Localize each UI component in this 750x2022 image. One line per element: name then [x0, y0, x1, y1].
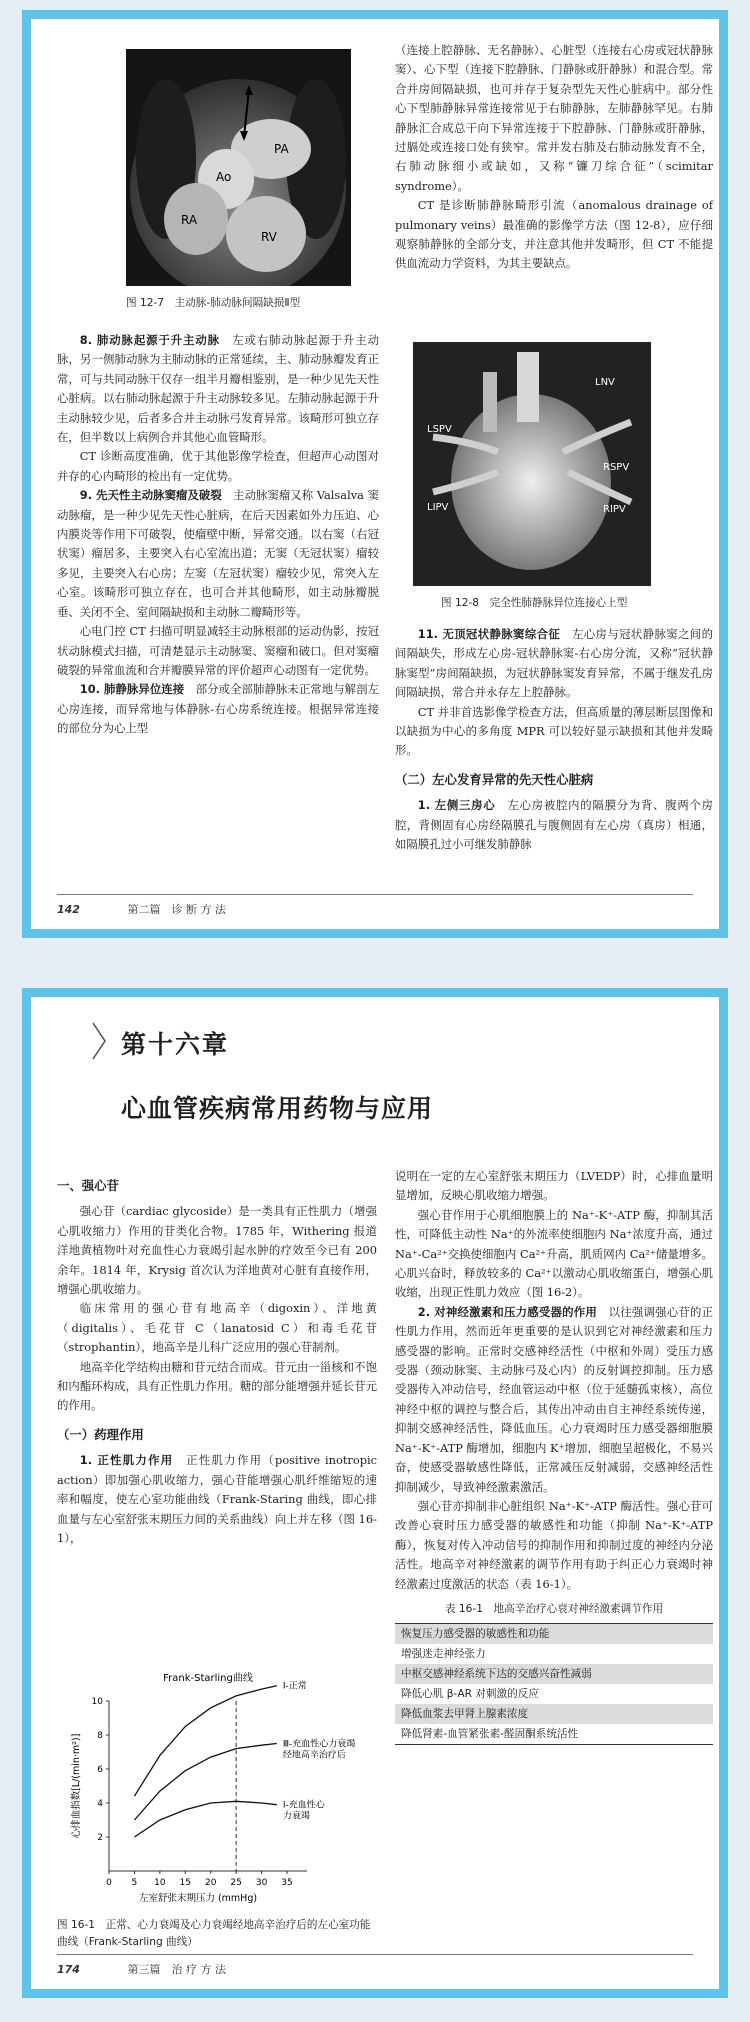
label-ra: RA — [181, 213, 198, 227]
page1-right-column-bottom — [395, 625, 713, 854]
chevron-right-icon — [91, 1021, 107, 1061]
paragraph — [395, 1167, 713, 1206]
table-cell: 降低血浆去甲肾上腺素浓度 — [395, 1704, 713, 1724]
paragraph-text: 正性肌力作用（positive inotropic action）即加强心肌收缩力，强心苷能增强心肌纤维缩短的速率和幅度，使左心室功能曲线（Frank-Staring 曲线，即心排血量与左心室舒张末期压力间的关系曲线）向上并左移（图 16-1）， — [57, 1453, 378, 1545]
paragraph-text: 部分或全部肺静脉未正常地与解剖左心房连接，而异常地与体静脉-右心房系统连接。根据异常连接的部位分为心上型 — [57, 682, 379, 736]
table-cell: 恢复压力感受器的敏感性和功能 — [395, 1624, 713, 1645]
table-cell: 降低肾素-血管紧张素-醛固酮系统活性 — [401, 1728, 579, 1741]
paragraph-text: 强心苷（cardiac glycoside）是一类具有正性肌力（增强心肌收缩力）作用的苷类化合物。1785 年，Withering 报道洋地黄植物叶对充血性心力衰竭引起水肿的疗效至今已有 200 余年。1814 年，Krysig 首次认为洋地黄对心脏有直接作用，增强心肌收缩力。 — [57, 1204, 377, 1297]
figure-caption-12-8: 图 12-8 完全性肺静脉异位连接心上型 — [441, 597, 628, 609]
3d-heart-illustration — [413, 342, 651, 586]
ct-scan-illustration — [126, 49, 351, 286]
x-tick-label: 20 — [204, 1878, 217, 1888]
paragraph-text: 强心苷作用于心肌细胞膜上的 Na⁺-K⁺-ATP 酶，抑制其活性，可降低主动性 Na⁺的外流率使细胞内 Na⁺浓度升高，通过 Na⁺-Ca²⁺交换使细胞内 Ca²⁺升高，肌质网内 Ca²⁺储量增多。心肌兴奋时，释放较多的 Ca²⁺以激动心肌收缩蛋白，增强心肌收缩，出现正性肌力效应（图 16-2）。 — [395, 1207, 713, 1300]
paragraph-heading: 10. 肺静脉异位连接 — [79, 682, 185, 697]
part-name: 第三篇 治 疗 方 法 — [127, 1963, 226, 1976]
x-tick-label: 10 — [154, 1878, 166, 1888]
y-tick-label: 8 — [97, 1731, 103, 1741]
paragraph-heading: 9. 先天性主动脉窦瘤及破裂 — [79, 488, 222, 503]
subsection-heading: （一）药理作用 — [57, 1426, 144, 1442]
paragraph — [395, 703, 713, 761]
page-number: 174 — [57, 1963, 80, 1976]
page-footer-142 — [57, 894, 693, 917]
series-label: 经地高辛治疗后 — [282, 1750, 346, 1761]
paragraph — [57, 331, 379, 447]
book-page-174 — [22, 988, 728, 1998]
paragraph-text: 强心苷亦抑制非心脏组织 Na⁺-K⁺-ATP 酶活性。强心苷可改善心衰时压力感受器的敏感性和功能（抑制 Na⁺-K⁺-ATP 酶），恢复对传入冲动信号的抑制作用和抑制过度的神经内分泌活性。地高辛对神经激素的调节作用有助于纠正心力衰竭时神经激素过度激活的状态（表 16-1）。 — [395, 1498, 713, 1591]
paragraph — [57, 622, 379, 680]
paragraph-text: 左或右肺动脉起源于升主动脉，另一侧肺动脉为主肺动脉的正常延续，主、肺动脉瓣发育正常，可与共同动脉干仅存一组半月瓣相鉴别，是一种少见先天性心脏病。以右肺动脉起源于升主动脉较多见。左肺动脉起源于升主动脉较少见，后者多合并主动脉弓发育异常。该畸形可独立存在，但半数以上病例合并其他心血管畸形。 — [57, 333, 379, 445]
paragraph-text: 地高辛化学结构由糖和苷元结合而成。苷元由一甾核和不饱和内酯环构成，具有正性肌力作用。糖的部分能增强并延长苷元的作用。 — [57, 1359, 377, 1413]
label-lipv: LIPV — [427, 502, 449, 513]
table-row — [395, 1624, 713, 1645]
paragraph-text: 说明在一定的左心室舒张末期压力（LVEDP）时，心排血量明显增加，反映心肌收缩力增强。 — [395, 1169, 713, 1203]
paragraph-text: 主动脉窦瘤又称 Valsalva 窦动脉瘤，是一种少见先天性心脏病，在后天因素如外力压迫、心内膜炎等作用下可破裂，使瘤壁中断，异常交通。以右窦（右冠状窦）瘤居多，主要突入右心室流出道；无窦（无冠状窦）瘤较多见，主要突入右心房；左窦（左冠状窦）瘤较少见，常突入左心室。该畸形可独立存在，也可合并其他畸形，如主动脉瓣脱垂、关闭不全、室间隔缺损和主动脉二瓣畸形等。 — [57, 488, 379, 619]
label-ao: Ao — [216, 170, 232, 184]
x-tick-label: 5 — [131, 1878, 138, 1888]
paragraph — [57, 447, 379, 486]
paragraph — [57, 486, 379, 622]
series-line-2 — [134, 1744, 276, 1821]
paragraph-heading: 2. 对神经激素和压力感受器的作用 — [417, 1304, 597, 1319]
paragraph-text: （连接上腔静脉、无名静脉）、心脏型（连接右心房或冠状静脉窦）、心下型（连接下腔静脉、门静脉或肝静脉）和混合型。常合并房间隔缺损，也可并存于复杂型先天性心脏病中。部分性心下型肺静脉异常连接常见于右肺静脉，左肺静脉罕见。右肺静脉汇合成总干向下异常连接于下腔静脉、门静脉或肝静脉，过膈处或连接口处有狭窄。常并发右肺及右肺动脉发育不全，右肺动脉细小或缺如，又称“镰刀综合征”（scimitar syndrome）。 — [395, 43, 713, 193]
paragraph-heading: 1. 正性肌力作用 — [79, 1453, 174, 1468]
figure-caption-16-1: 图 16-1 正常、心力衰竭及心力衰竭经地高辛治疗后的左心室功能曲线（Frank-Starling 曲线） — [57, 1919, 371, 1948]
series-label: Ⅰ-充血性心 — [282, 1800, 325, 1811]
label-rv: RV — [261, 230, 277, 244]
y-axis-label: 心排血指数[L/(min·m²)] — [71, 1733, 82, 1839]
series-label: Ⅲ-充血性心力衰竭 — [282, 1739, 356, 1750]
x-tick-label: 0 — [106, 1878, 112, 1888]
paragraph — [57, 680, 379, 738]
chapter-number: 第十六章 — [121, 1030, 230, 1059]
section-heading: （二）左心发育异常的先天性心脏病 — [395, 771, 594, 787]
paragraph-text: CT 是诊断肺静脉畸形引流（anomalous drainage of pulmonary veins）最准确的影像学方法（图 12-8），应仔细观察肺静脉的全部分支，并注意其他并发畸形，但 CT 不能提供血流动力学资料，为其主要缺点。 — [395, 198, 713, 271]
table-cell: 中枢交感神经系统下达的交感兴奋性减弱 — [395, 1664, 713, 1684]
y-tick-label: 6 — [97, 1765, 103, 1775]
table-row — [395, 1664, 713, 1684]
table-cell: 降低心肌 β-AR 对刺激的反应 — [401, 1688, 539, 1701]
paragraph — [395, 196, 713, 274]
page2-left-column — [57, 1167, 377, 1548]
paragraph-text: CT 并非首选影像学检查方法，但高质量的薄层断层图像和以缺损为中心的多角度 MPR 可以较好显示缺损和其他并发畸形。 — [395, 704, 713, 758]
paragraph — [57, 1202, 377, 1299]
page1-left-column — [57, 331, 379, 739]
figure-caption-12-7: 图 12-7 主动脉-肺动脉间隔缺损Ⅱ型 — [126, 297, 301, 309]
paragraph-text: 心电门控 CT 扫描可明显减轻主动脉根部的运动伪影，按冠状动脉模式扫描，可清楚显示主动脉窦、窦瘤和破口。但对窦瘤破裂的异常血流和合并瓣膜异常的评价超声心动图有一定优势。 — [57, 624, 379, 677]
y-tick-label: 4 — [97, 1799, 103, 1809]
y-tick-label: 2 — [97, 1833, 103, 1843]
series-line-3 — [134, 1801, 276, 1837]
page-number: 142 — [57, 903, 80, 916]
label-lnv: LNV — [595, 377, 615, 388]
paragraph-text: 以往强调强心苷的正性肌力作用，然而近年更重要的是认识到它对神经激素和压力感受器的影响。正常时交感神经活性（中枢和外周）受压力感受器（颈动脉窦、主动脉弓及心内）的反射调控抑制。压力感受器传入冲动信号，经血管运动中枢（位于延髓孤束核），高位神经中枢的调控与整合后，其传出冲动由自主神经系统传递，抑制交感神经活性，降低血压。心力衰竭时压力感受器细胞膜 Na⁺-K⁺-ATP 酶增加，细胞内 K⁺增加，细胞呈超极化，不易兴奋，使感受器敏感性降低，正常减压反射减弱，交感神经活性抑制减少，导致神经激素激活。 — [395, 1304, 713, 1494]
chapter-title: 心血管疾病常用药物与应用 — [121, 1094, 434, 1123]
x-tick-label: 30 — [255, 1878, 268, 1888]
series-label: Ⅰ-正常 — [282, 1681, 307, 1692]
paragraph-text: 左心房与冠状静脉窦之间的间隔缺失，形成左心房-冠状静脉窦-右心房分流，又称“冠状静脉窦型”房间隔缺损，为冠状静脉窦发育异常，不属于继发孔房间隔缺损，常合并永存左上腔静脉。 — [395, 627, 713, 700]
table-row — [395, 1684, 713, 1704]
paragraph-heading: 1. 左侧三房心 — [417, 798, 496, 813]
x-tick-label: 25 — [230, 1878, 242, 1888]
paragraph — [395, 1206, 713, 1303]
label-rspv: RSPV — [603, 462, 630, 473]
series-label: 力衰竭 — [282, 1811, 310, 1822]
paragraph-heading: 8. 肺动脉起源于升主动脉 — [79, 333, 220, 347]
table-row — [395, 1724, 713, 1745]
frank-starling-chart — [57, 1667, 377, 1915]
paragraph — [395, 625, 713, 703]
paragraph — [395, 1303, 713, 1497]
label-pa: PA — [274, 142, 289, 156]
paragraph — [57, 1358, 377, 1416]
paragraph — [57, 1299, 377, 1357]
paragraph — [395, 41, 713, 196]
table-cell: 增强迷走神经张力 — [401, 1648, 486, 1661]
paragraph-text: CT 诊断高度准确，优于其他影像学检查，但超声心动图对并存的心内畸形的检出有一定优势。 — [57, 449, 379, 483]
page2-right-column — [395, 1167, 713, 1745]
book-page-142 — [22, 10, 728, 938]
ct-image-fig-12-7 — [126, 49, 351, 286]
label-lspv: LSPV — [427, 424, 452, 435]
series-line-1 — [134, 1686, 276, 1797]
x-tick-label: 15 — [179, 1878, 192, 1888]
paragraph — [395, 796, 713, 854]
page1-right-column-top — [395, 41, 713, 274]
label-ripv: RIPV — [603, 504, 626, 515]
neurohormone-table — [395, 1623, 713, 1745]
paragraph — [57, 1451, 377, 1548]
part-name: 第二篇 诊 断 方 法 — [127, 903, 226, 916]
section-heading: 一、强心苷 — [57, 1178, 119, 1193]
paragraph-heading: 11. 无顶冠状静脉窦综合征 — [417, 627, 561, 641]
table-title: 表 16-1 地高辛治疗心衰对神经激素调节作用 — [444, 1602, 664, 1615]
page-footer-174 — [57, 1954, 693, 1977]
paragraph-text: 临床常用的强心苷有地高辛（digoxin）、洋地黄（digitalis）、毛花苷 C（lanatosid C）和毒毛花苷（strophantin），地高辛是儿科广泛应用的强心苷制剂。 — [57, 1301, 377, 1355]
table-row — [395, 1704, 713, 1724]
paragraph — [395, 1497, 713, 1594]
y-tick-label: 10 — [91, 1697, 103, 1707]
table-row — [395, 1644, 713, 1664]
x-axis-label: 左室舒张末期压力 (mmHg) — [138, 1893, 258, 1904]
paragraph-text: 左心房被腔内的隔膜分为背、腹两个房腔，背侧固有心房经隔膜孔与腹侧固有左心房（真房）相通，如隔膜孔过小可继发肺静脉 — [395, 798, 713, 852]
x-tick-label: 35 — [281, 1878, 293, 1888]
chart-title: Frank-Starling曲线 — [163, 1673, 253, 1684]
ct-image-fig-12-8 — [413, 342, 651, 586]
